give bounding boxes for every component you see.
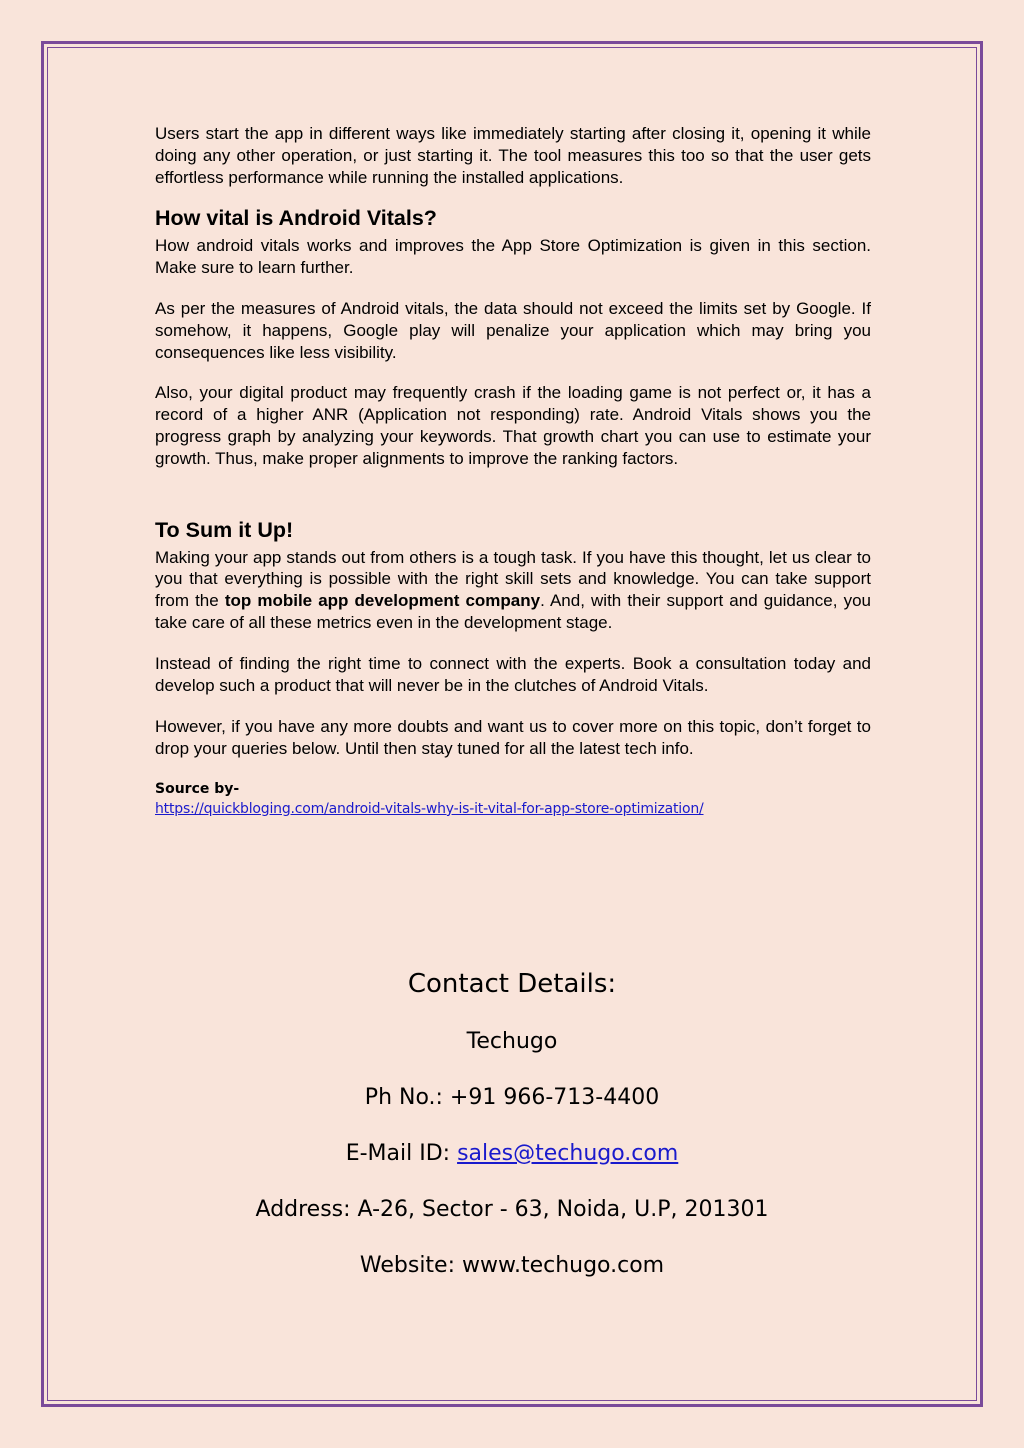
vital-paragraph-1: How android vitals works and improves the App Store Optimization is given in this section. Make sure to learn further. [155,236,871,278]
email-link[interactable]: sales@techugo.com [457,1141,679,1166]
source-link[interactable]: https://quickbloging.com/android-vitals-why-is-it-vital-for-app-store-optimization/ [155,800,704,817]
sum-paragraph-2: Instead of finding the right time to connect with the experts. Book a consultation today and develop such a product that will never be in the clutches of Android Vitals. [155,653,871,695]
sum-paragraph-1-start: Making your app stands out from others is a tough task. If you have this thought, let us clear to you that everything is possible with the right skill sets and knowledge. You can take support from the [155,547,871,611]
contact-phone: Ph No.: +91 966-713-4400 [364,1085,660,1110]
source-label: Source by- [155,780,240,797]
vital-section-heading: How vital is Android Vitals? [155,206,437,231]
email-label: E-Mail ID: [345,1141,458,1166]
vital-paragraph-2: As per the measures of Android vitals, the data should not exceed the limits set by Google. If somehow, it happens, Google play will penalize your application which may bring you consequences like less visibility. [155,298,871,362]
source-block [155,779,871,819]
article-body [155,123,871,819]
contact-email [47,1139,977,1169]
contact-company: Techugo [466,1029,558,1054]
contact-title: Contact Details: [407,969,617,999]
contact-address: Address: A-26, Sector - 63, Noida, U.P, 201301 [255,1197,769,1222]
sum-paragraph-1-bold: top mobile app development company [224,591,541,611]
vital-paragraph-3: Also, your digital product may frequently crash if the loading game is not perfect or, it has a record of a higher ANR (Application not responding) rate. Android Vitals shows you the progress graph by analyzing your keywords. That growth chart you can use to estimate your growth. Thus, make proper alignments to improve the ranking factors. [155,383,871,468]
sum-paragraph-1 [155,547,871,634]
sum-paragraph-1-end: . And, with their support and guidance, you take care of all these metrics even in the development stage. [155,591,871,632]
contact-website: Website: www.techugo.com [359,1253,665,1278]
intro-paragraph: Users start the app in different ways like immediately starting after closing it, opening it while doing any other operation, or just starting it. The tool measures this too so that the user gets effortless performance while running the installed applications. [155,124,871,187]
sum-section-heading: To Sum it Up! [155,517,294,542]
sum-paragraph-3: However, if you have any more doubts and want us to cover more on this topic, don’t forget to drop your queries below. Until then stay tuned for all the latest tech info. [155,717,871,759]
